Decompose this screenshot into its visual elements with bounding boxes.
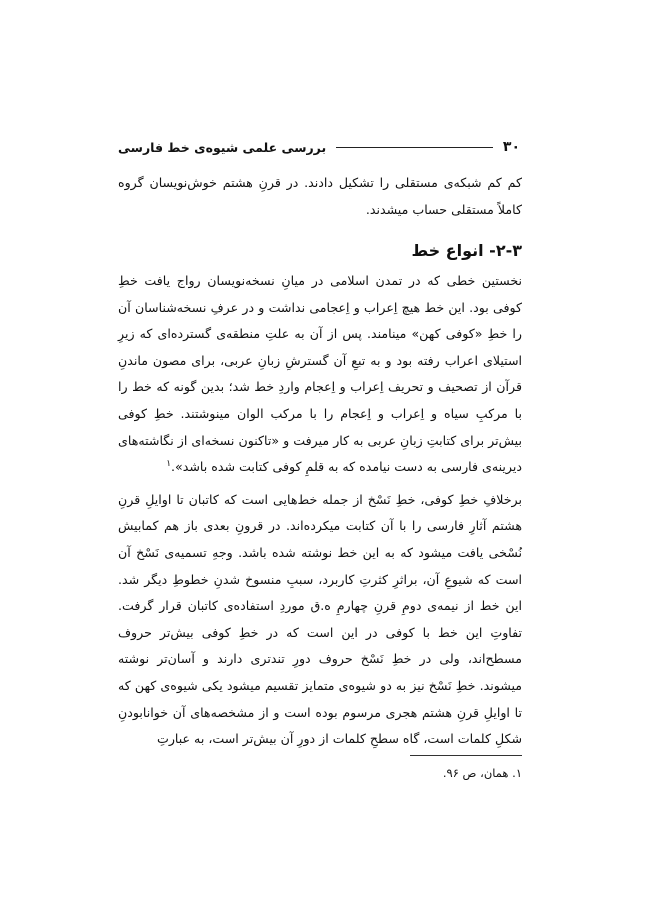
footnote-divider xyxy=(410,755,522,756)
body-paragraph-1 xyxy=(118,268,522,481)
intro-paragraph-block xyxy=(118,170,522,223)
section-types-of-script xyxy=(118,236,522,753)
running-header xyxy=(118,136,520,158)
page-number: ۳۰ xyxy=(502,139,520,155)
body-paragraph-2: برخلافِ خطِ کوفی، خطِ نَسْخ از جمله خط‌هایی است که کاتبان تا اوایلِ قرنِ هشتم آثارِ فارسی را با آن کتابت میکرده‌اند. در قرونِ بعدی باز هم کمابیش نُسْخی یافت میشود که به این خط نوشته شده باشد. وجهِ تسمیه‌ی نَسْخ آن است که شیوعِ آن، براثرِ کثرتِ کاربرد، سببِ منسوخ شدنِ خطوطِ دیگر شد. این خط از نیمه‌ی دومِ قرنِ چهارمِ ه.ق موردِ استفاده‌ی کاتبان قرار گرفت. تفاوتِ این خط با کوفی در این است که در خطِ کوفی بیش‌تر حروف مسطح‌اند، ولی در خطِ نَسْخ حروف دورِ تندتری دارند و آسان‌تر نوشته میشوند. خطِ نَسْخ نیز به دو شیوه‌ی متمایز تقسیم میشود یکی شیوه‌ی کهن که تا اوایلِ قرنِ هشتم هجری مرسوم بوده است و از مشخصه‌های آن خوانابودنِ شکلِ کلمات است، گاه سطحِ کلمات از دورِ آن بیش‌تر است، به عبارتِ xyxy=(118,491,522,747)
intro-paragraph: کم کم شبکه‌ی مستقلی را تشکیل دادند. در قرنِ هشتم خوش‌نویسان گروه کاملاً مستقلی حساب میشدند. xyxy=(118,175,522,217)
footnote-marker: ۱ xyxy=(166,458,172,469)
body-paragraph-1-text: نخستین خطی که در تمدن اسلامی در میانِ نسخه‌نویسان رواج یافت خطِ کوفی بود. این خط هیچ اِعراب و اِعجامی نداشت و در عرفِ نسخه‌شناسان آن را خطِ «کوفی کهن» مینامند. پس از آن به علتِ منطقه‌ی گسترده‌ای که زیرِ استیلای اعراب رفته بود و به تبعِ آن گسترشِ زبانِ عربی، برای مصون ماندنِ قرآن از تصحیف و تحریف اِعراب و اِعجام واردِ خط شد؛ بدین گونه که خط را با مرکبِ سیاه و اِعراب و اِعجام را با مرکب الوان مینوشتند. خطِ کوفی بیش‌تر برای کتابتِ زبانِ عربی به کار میرفت و «تاکنون نسخه‌ای از نگاشته‌های دیرینه‌ی فارسی به دست نیامده که به قلمِ کوفی کتابت شده باشد». xyxy=(118,273,522,475)
section-heading: ۲-۳- انواع خط xyxy=(411,241,522,260)
book-title: بررسی علمی شیوه‌ی خط فارسی xyxy=(118,139,327,155)
footnote: ۱. همان، ص ۹۶. xyxy=(442,766,522,780)
header-rule xyxy=(336,147,493,148)
